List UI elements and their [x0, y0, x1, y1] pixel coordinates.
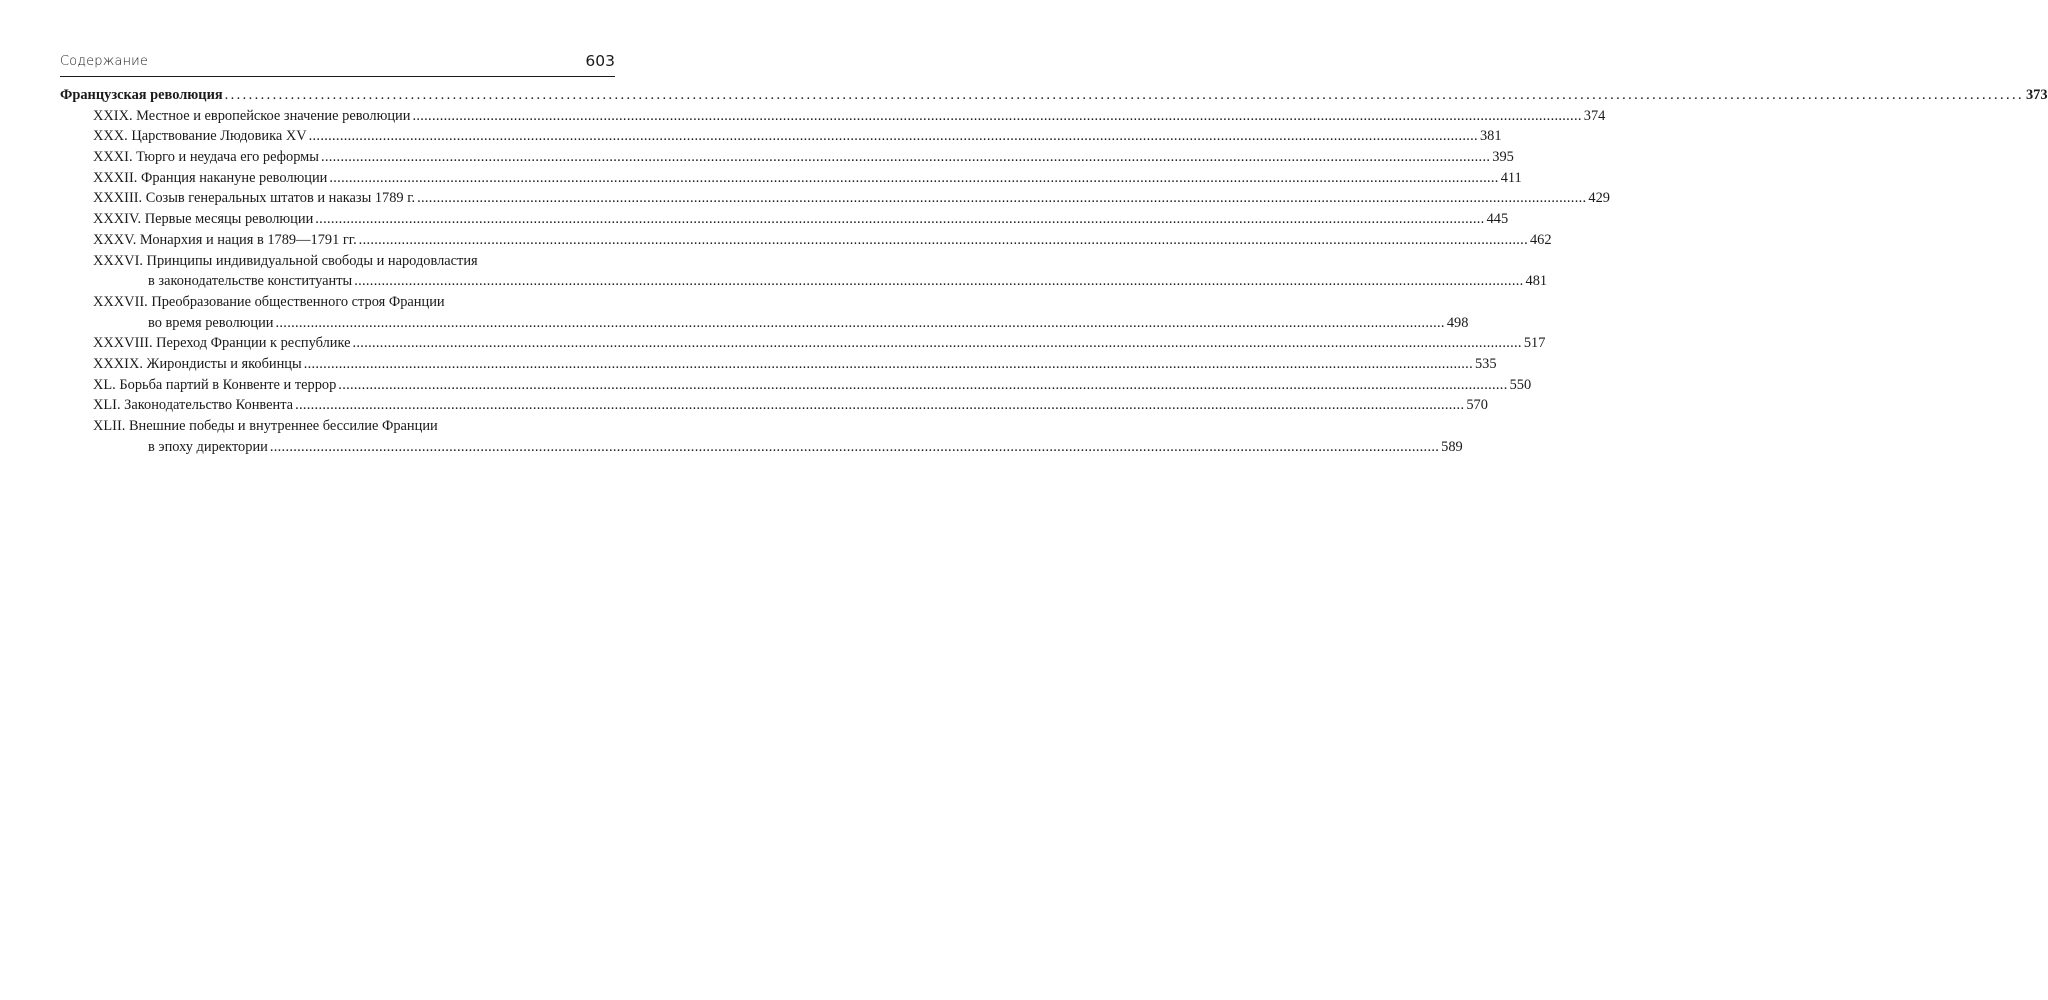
toc-entry	[93, 230, 1552, 251]
toc-entry-continuation	[148, 437, 1463, 458]
toc-entry-label: XXXVIII. Переход Франции к республике	[93, 335, 351, 352]
header-rule	[60, 76, 615, 77]
toc-entry-label: XXXVII. Преобразование общественного строя Франции	[93, 293, 445, 310]
dot-leader: ............................................................................................................................................................................................................................................................................................................	[224, 87, 2024, 103]
toc-entry-continuation-label: в законодательстве конституанты	[148, 273, 353, 290]
toc-entry-page: 589	[1441, 438, 1463, 455]
dot-leader: ............................................................................................................................................................................................................................................................................................................	[329, 169, 1499, 186]
toc-entry	[93, 126, 1502, 147]
toc-entry-continuation-label: в эпоху директории	[148, 438, 268, 455]
dot-leader: ............................................................................................................................................................................................................................................................................................................	[308, 128, 1478, 145]
toc-entry	[93, 147, 1514, 168]
toc-entry-page: 517	[1523, 335, 1546, 352]
dot-leader: ............................................................................................................................................................................................................................................................................................................	[275, 314, 1445, 331]
toc-entry-continuation	[148, 313, 1469, 334]
dot-leader: ............................................................................................................................................................................................................................................................................................................	[269, 438, 1440, 455]
toc-part-title	[60, 85, 2048, 106]
dot-leader: ............................................................................................................................................................................................................................................................................................................	[352, 335, 1522, 352]
toc-entry-page: 462	[1529, 231, 1552, 248]
toc-entry	[93, 333, 1546, 354]
toc-entry-label: XXXVI. Принципы индивидуальной свободы и народовластия	[93, 252, 478, 269]
toc-entry-label: XL. Борьба партий в Конвенте и террор	[93, 376, 337, 393]
toc-entry	[93, 251, 611, 272]
toc-entry	[93, 188, 1610, 209]
toc-entry	[93, 168, 1522, 189]
toc-entry-label: XXXIII. Созыв генеральных штатов и наказы 1789 г.	[93, 190, 416, 207]
toc-entry	[93, 106, 1606, 127]
toc-entry-label: XXXIX. Жирондисты и якобинцы	[93, 355, 302, 372]
toc-entry-page: 535	[1474, 355, 1497, 372]
toc-entry-label: XLI. Законодательство Конвента	[93, 397, 294, 414]
toc-entry-page: 481	[1525, 273, 1548, 290]
toc-entry	[93, 395, 1488, 416]
toc-entry	[93, 292, 611, 313]
dot-leader: ............................................................................................................................................................................................................................................................................................................	[315, 211, 1485, 228]
toc-entry-label: XXXII. Франция накануне революции	[93, 169, 328, 186]
toc-part-page: 373	[2025, 87, 2048, 103]
toc-entry-label: XXXI. Тюрго и неудача его реформы	[93, 149, 319, 166]
toc-entry-page: 498	[1446, 314, 1469, 331]
toc-entry	[93, 416, 611, 437]
toc-entry-page: 411	[1500, 169, 1522, 186]
toc-entry-continuation	[148, 271, 1548, 292]
dot-leader: ............................................................................................................................................................................................................................................................................................................	[320, 149, 1491, 166]
dot-leader: ............................................................................................................................................................................................................................................................................................................	[303, 355, 1473, 372]
toc-entry-label: XXX. Царствование Людовика XV	[93, 128, 307, 145]
dot-leader: ............................................................................................................................................................................................................................................................................................................	[412, 107, 1582, 124]
toc-entry-continuation-label: во время революции	[148, 314, 274, 331]
toc-entry	[93, 209, 1509, 230]
toc-entry	[93, 375, 1532, 396]
running-head	[60, 52, 615, 74]
toc-entry-page: 374	[1583, 107, 1606, 124]
toc-entry-page: 429	[1588, 190, 1610, 207]
dot-leader: ............................................................................................................................................................................................................................................................................................................	[417, 190, 1587, 207]
running-title: Содержание	[60, 54, 148, 69]
toc-entry-page: 445	[1486, 211, 1509, 228]
dot-leader: ............................................................................................................................................................................................................................................................................................................	[295, 397, 1465, 414]
page-number: 603	[585, 52, 615, 70]
toc-entry-page: 570	[1466, 397, 1488, 414]
dot-leader: ............................................................................................................................................................................................................................................................................................................	[338, 376, 1508, 393]
toc-entry-page: 381	[1479, 128, 1502, 145]
toc-entry	[93, 354, 1497, 375]
toc-entry-page: 395	[1492, 149, 1514, 166]
dot-leader: ............................................................................................................................................................................................................................................................................................................	[354, 273, 1524, 290]
toc-part-label: Французская революция	[60, 87, 223, 103]
toc-entry-page: 550	[1509, 376, 1532, 393]
toc-entry-label: XXXV. Монархия и нация в 1789—1791 гг.	[93, 231, 357, 248]
table-of-contents	[60, 85, 2048, 457]
toc-entry-label: XLII. Внешние победы и внутреннее бессилие Франции	[93, 418, 438, 434]
dot-leader: ............................................................................................................................................................................................................................................................................................................	[358, 231, 1528, 248]
toc-entry-label: XXXIV. Первые месяцы революции	[93, 211, 314, 228]
toc-entry-label: XXIX. Местное и европейское значение революции	[93, 107, 411, 124]
